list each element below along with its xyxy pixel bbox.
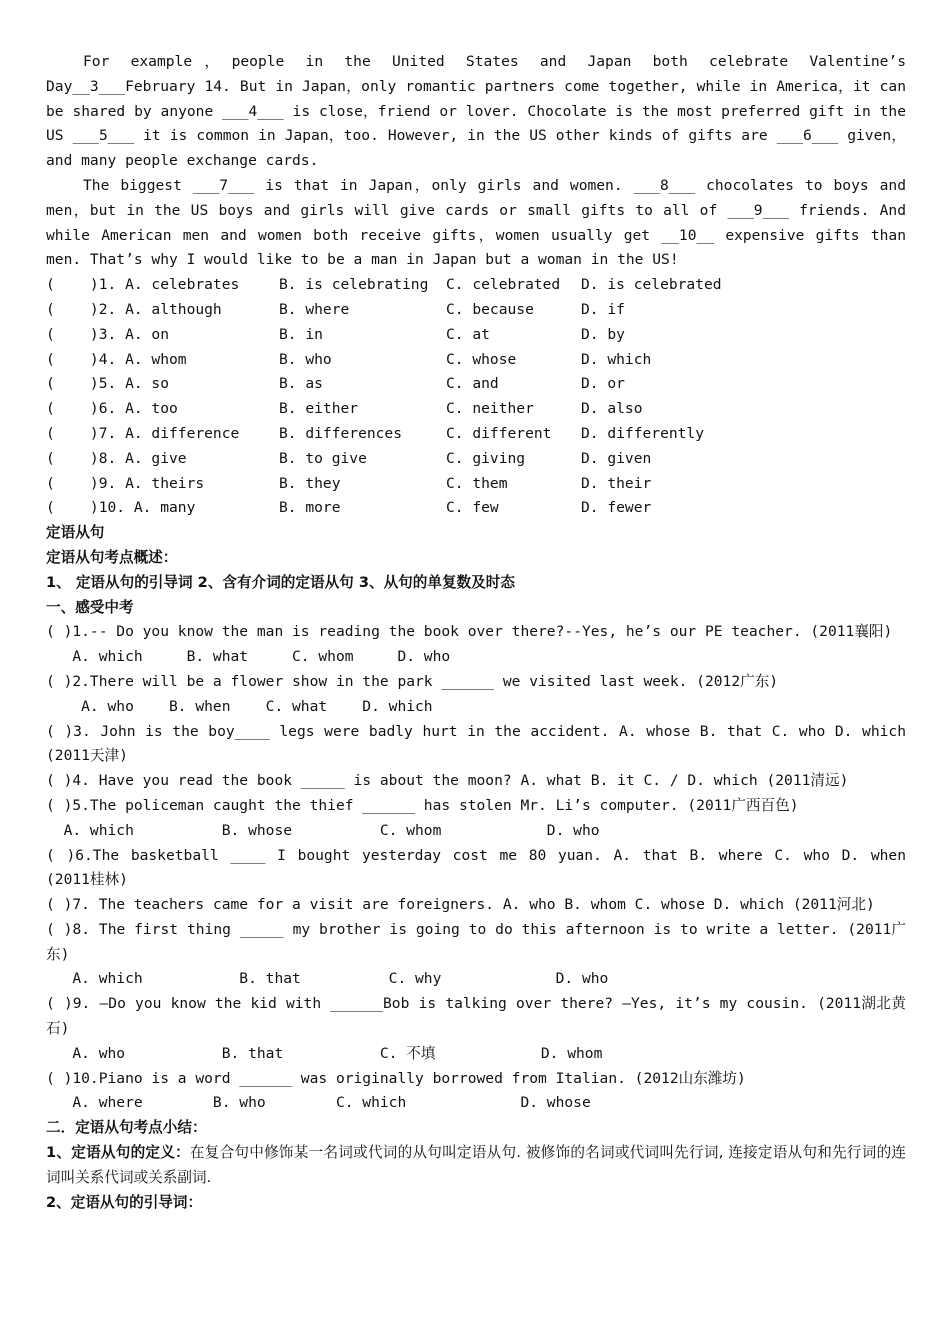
cloze-option-num: ( )6. A. too [46,400,178,418]
cloze-option-d: D. their [581,474,652,492]
cloze-option-d: D. also [581,400,643,418]
cloze-option-d: D. or [581,375,625,393]
exam-options-1: A. which B. what C. whom D. who [46,648,451,666]
cloze-option-c: C. neither [446,400,534,418]
cloze-option-row [46,372,906,397]
cloze-option-num: ( )2. A. although [46,300,222,318]
cloze-option-d: D. by [581,325,625,343]
passage-paragraph-2: The biggest ___7___ is that in Japan，only girls and women. ___8___ chocolates to boys and men，but in the US boys and girls will give cards or small gifts to all of ___9___ friends. And while American men and women both receive gifts，women usually get __10__ expensive gifts than men. That’s why I would like to be a man in Japan but a woman in the US! [46,176,906,269]
section-title: 定语从句 [46,524,105,542]
cloze-option-row [46,273,906,298]
exam-question-7: ( )7. The teachers came for a visit are foreigners. A. who B. whom C. whose D. which (2011河北) [46,896,875,914]
cloze-option-b: B. either [279,400,359,418]
cloze-option-num: ( )5. A. so [46,375,170,393]
cloze-option-row [46,496,906,521]
cloze-option-num: ( )3. A. on [46,325,170,343]
exam-question-5: ( )5.The policeman caught the thief ______ has stolen Mr. Li’s computer. (2011广西百色) [46,796,799,814]
cloze-option-d: D. fewer [581,499,652,517]
cloze-option-c: C. celebrated [446,276,561,294]
summary-definition [46,1141,906,1191]
exam-question-9: ( )9. —Do you know the kid with ______Bob is talking over there? —Yes, it’s my cousin. (2011湖北黄石) [46,995,906,1038]
subsection-title: 一、感受中考 [46,598,134,616]
cloze-option-c: C. giving [446,449,526,467]
cloze-option-num: ( )7. A. difference [46,424,240,442]
cloze-option-row [46,323,906,348]
cloze-option-d: D. is celebrated [581,276,722,294]
exam-options-5: A. which B. whose C. whom D. who [46,821,600,839]
cloze-option-row [46,348,906,373]
cloze-option-d: D. if [581,300,625,318]
cloze-option-b: B. who [279,350,332,368]
cloze-option-c: C. at [446,325,490,343]
cloze-option-num: ( )9. A. theirs [46,474,205,492]
cloze-option-row [46,447,906,472]
cloze-option-b: B. differences [279,424,403,442]
cloze-options [46,273,906,521]
exam-options-10: A. where B. who C. which D. whose [46,1094,591,1112]
summary-definition-text: 在复合句中修饰某一名词或代词的从句叫定语从句. 被修饰的名词或代词叫先行词, 连接定语从句和先行词的连词叫关系代词或关系副词. [46,1144,907,1186]
cloze-option-d: D. which [581,350,652,368]
cloze-option-c: C. and [446,375,499,393]
summary-definition-label: 1、定语从句的定义： [46,1144,190,1162]
section-overview-points: 1、 定语从句的引导词 2、含有介词的定语从句 3、从句的单复数及时态 [46,573,515,591]
cloze-option-row [46,422,906,447]
cloze-option-b: B. they [279,474,341,492]
cloze-option-num: ( )4. A. whom [46,350,187,368]
passage-paragraph-1: For example，people in the United States and Japan both celebrate Valentine’s Day__3___February 14. But in Japan，only romantic partners come together, while in America，it can be shared by anyone ___4___ is close，friend or lover. Chocolate is the most preferred gift in the US ___5___ it is common in Japan，too. However, in the US other kinds of gifts are ___6___ given，and many people exchange cards. [46,53,906,170]
cloze-option-b: B. more [279,499,341,517]
cloze-option-b: B. where [279,300,350,318]
exam-options-8: A. which B. that C. why D. who [46,970,609,988]
cloze-option-num: ( )1. A. celebrates [46,276,240,294]
cloze-option-b: B. is celebrating [279,276,429,294]
cloze-option-c: C. different [446,424,552,442]
summary-introducers-title: 2、定语从句的引导词： [46,1193,203,1211]
exam-question-8: ( )8. The first thing _____ my brother is going to do this afternoon is to write a letter. (2011广东) [46,920,906,963]
exam-question-4: ( )4. Have you read the book _____ is about the moon? A. what B. it C. / D. which (2011清远) [46,772,849,790]
cloze-option-num: ( )10. A. many [46,499,196,517]
cloze-option-num: ( )8. A. give [46,449,187,467]
cloze-option-d: D. differently [581,424,705,442]
cloze-option-b: B. in [279,325,323,343]
cloze-option-c: C. few [446,499,499,517]
cloze-option-c: C. because [446,300,534,318]
cloze-option-b: B. to give [279,449,367,467]
cloze-option-d: D. given [581,449,652,467]
exam-question-10: ( )10.Piano is a word ______ was originally borrowed from Italian. (2012山东潍坊) [46,1069,746,1087]
cloze-option-row [46,472,906,497]
cloze-option-c: C. them [446,474,508,492]
summary-title: 二．定语从句考点小结： [46,1119,207,1137]
document-page [46,50,906,1215]
section-overview-title: 定语从句考点概述： [46,548,178,566]
cloze-option-b: B. as [279,375,323,393]
exam-options-9: A. who B. that C. 不填 D. whom [46,1044,603,1062]
cloze-option-row [46,397,906,422]
exam-question-3: ( )3. John is the boy____ legs were badly hurt in the accident. A. whose B. that C. who D. which (2011天津) [46,722,906,765]
cloze-option-row [46,298,906,323]
exam-question-1: ( )1.-- Do you know the man is reading the book over there?--Yes, he’s our PE teacher. (2011襄阳) [46,623,893,641]
exam-question-2: ( )2.There will be a flower show in the park ______ we visited last week. (2012广东) [46,672,779,690]
exam-options-2: A. who B. when C. what D. which [46,697,433,715]
cloze-option-c: C. whose [446,350,517,368]
exam-question-6: ( )6.The basketball ____ I bought yesterday cost me 80 yuan. A. that B. where C. who D. when (2011桂林) [46,846,906,889]
